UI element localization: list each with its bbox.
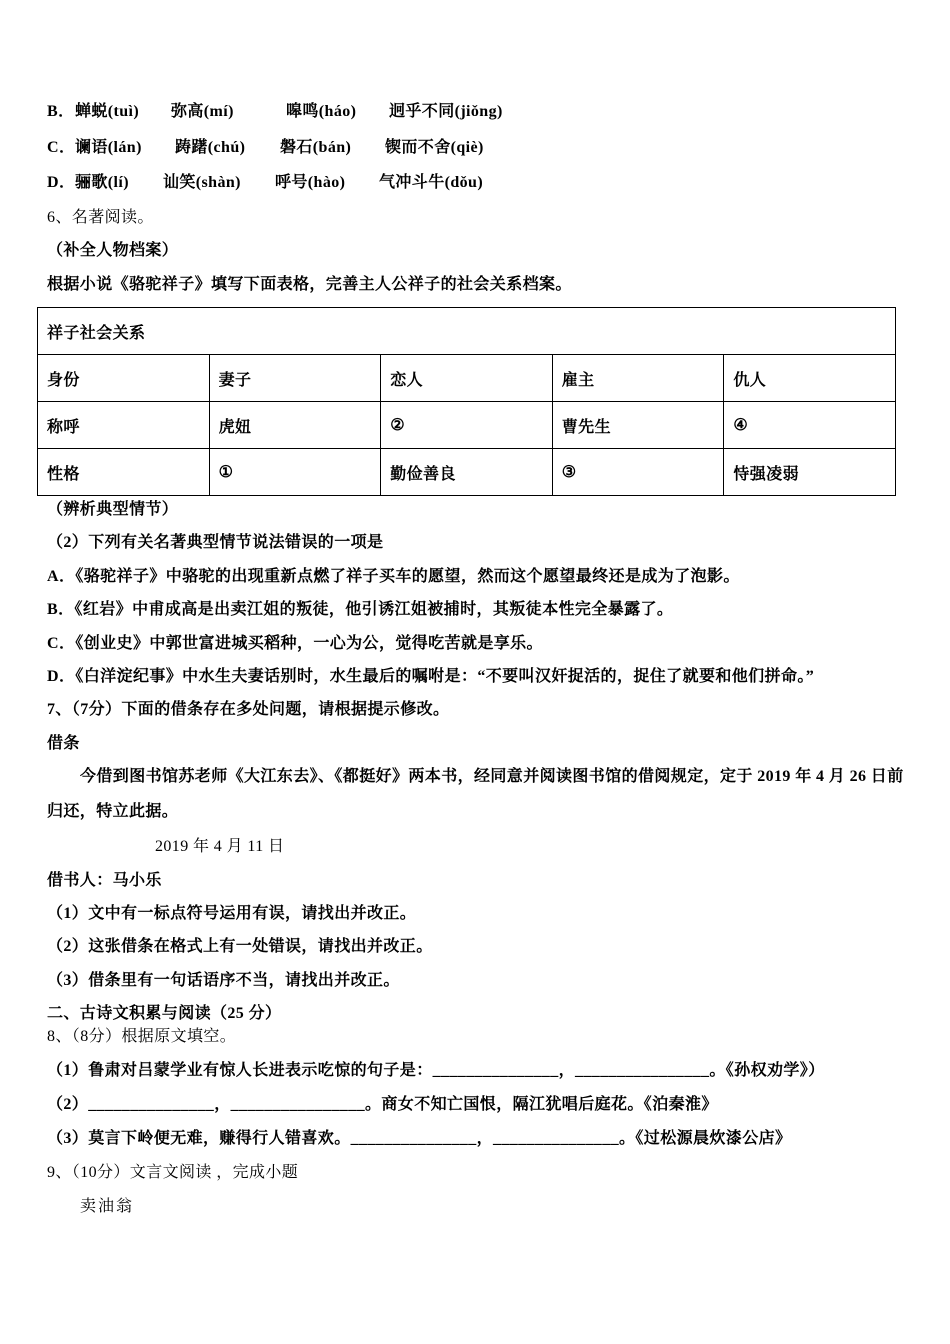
q6-choice-d: D．《白洋淀纪事》中水生夫妻话别时，水生最后的嘱咐是：“不要叫汉奸捉活的，捉住了就要和他们拼命。” (47, 668, 815, 685)
q6-choice-b: B．《红岩》中甫成高是出卖江姐的叛徒，他引诱江姐被捕时，其叛徒本性完全暴露了。 (47, 601, 674, 618)
table-cell: 称呼 (38, 402, 210, 449)
q6-title: 6、名著阅读。 (47, 209, 154, 226)
table-row (38, 449, 896, 496)
q9-passage-title: 卖油翁 (80, 1198, 135, 1215)
q6-choice-a: A．《骆驼祥子》中骆驼的出现重新点燃了祥子买车的愿望，然而这个愿望最终还是成为了泡影。 (47, 568, 740, 585)
q6-part1-heading: （补全人物档案） (47, 242, 179, 259)
table-caption-row (38, 308, 896, 355)
q6-part2-heading: （辨析典型情节） (47, 501, 179, 518)
table-cell: 勤俭善良 (381, 449, 553, 496)
option-word: 弥高(mí) (171, 103, 234, 120)
option-letter: B． (47, 103, 75, 120)
table-cell: ① (209, 449, 381, 496)
q8-line-1: （1）鲁肃对吕蒙学业有惊人长进表示吃惊的句子是：_______________，________________。《孙权劝学》） (47, 1062, 825, 1079)
table-cell: 身份 (38, 355, 210, 402)
note-body-line-2: 归还，特立此据。 (47, 803, 179, 820)
option-word: 讪笑(shàn) (163, 174, 241, 191)
q7-title: 7、（7分）下面的借条存在多处问题，请根据提示修改。 (47, 701, 450, 718)
option-word: 蝉蜕(tuì) (75, 103, 140, 120)
q8-line-3: （3）莫言下岭便无难，赚得行人错喜欢。_______________，_______________。《过松源晨炊漆公店》 (47, 1130, 792, 1147)
table-cell: 恋人 (381, 355, 553, 402)
option-word: 气冲斗牛(dǒu) (379, 174, 484, 191)
table-cell: ③ (552, 449, 724, 496)
section-2-heading: 二、古诗文积累与阅读（25 分） (47, 1005, 282, 1022)
option-row-b (47, 102, 567, 122)
table-cell: 性格 (38, 449, 210, 496)
option-letter: C． (47, 139, 76, 156)
option-word: 嗥鸣(háo) (286, 103, 357, 120)
q6-instruction: 根据小说《骆驼祥子》填写下面表格，完善主人公祥子的社会关系档案。 (47, 276, 572, 293)
option-word: 磐石(bán) (280, 139, 352, 156)
option-word: 呼号(hào) (275, 174, 346, 191)
table-cell: ② (381, 402, 553, 449)
q6-question: （2）下列有关名著典型情节说法错误的一项是 (47, 534, 384, 551)
option-row-c (47, 138, 567, 158)
table-cell: 曹先生 (552, 402, 724, 449)
q7-task-1: （1）文中有一标点符号运用有误，请找出并改正。 (47, 905, 417, 922)
q8-title: 8、（8分）根据原文填空。 (47, 1028, 237, 1045)
table-cell: ④ (724, 402, 896, 449)
note-body-line-1: 今借到图书馆苏老师《大江东去》、《都挺好》两本书，经同意并阅读图书馆的借阅规定，定于 2019 年 4 月 26 日前 (80, 768, 904, 785)
table-row (38, 355, 896, 402)
q9-title: 9、（10分）文言文阅读 ，完成小题 (47, 1164, 299, 1181)
relationship-table (37, 307, 896, 496)
q7-task-3: （3）借条里有一句话语序不当，请找出并改正。 (47, 972, 400, 989)
q6-choice-c: C．《创业史》中郭世富进城买稻种，一心为公，觉得吃苦就是享乐。 (47, 635, 543, 652)
note-title: 借条 (47, 735, 80, 752)
table-cell: 雇主 (552, 355, 724, 402)
q8-line-2: （2）_______________，________________。商女不知亡国恨，隔江犹唱后庭花。《泊秦淮》 (47, 1096, 718, 1113)
option-letter: D． (47, 174, 76, 191)
option-word: 谰语(lán) (75, 139, 142, 156)
table-cell: 虎妞 (209, 402, 381, 449)
q7-task-2: （2）这张借条在格式上有一处错误，请找出并改正。 (47, 938, 433, 955)
note-borrower: 借书人：马小乐 (47, 872, 162, 889)
option-word: 迥乎不同(jiǒng) (389, 103, 503, 120)
option-word: 踌躇(chú) (175, 139, 246, 156)
option-word: 骊歌(lí) (75, 174, 129, 191)
table-cell: 妻子 (209, 355, 381, 402)
table-cell: 仇人 (724, 355, 896, 402)
note-date: 2019 年 4 月 11 日 (155, 838, 285, 855)
table-cell: 恃强凌弱 (724, 449, 896, 496)
table-caption: 祥子社会关系 (38, 308, 896, 355)
table-row (38, 402, 896, 449)
option-word: 锲而不舍(qiè) (385, 139, 484, 156)
option-row-d (47, 173, 567, 193)
